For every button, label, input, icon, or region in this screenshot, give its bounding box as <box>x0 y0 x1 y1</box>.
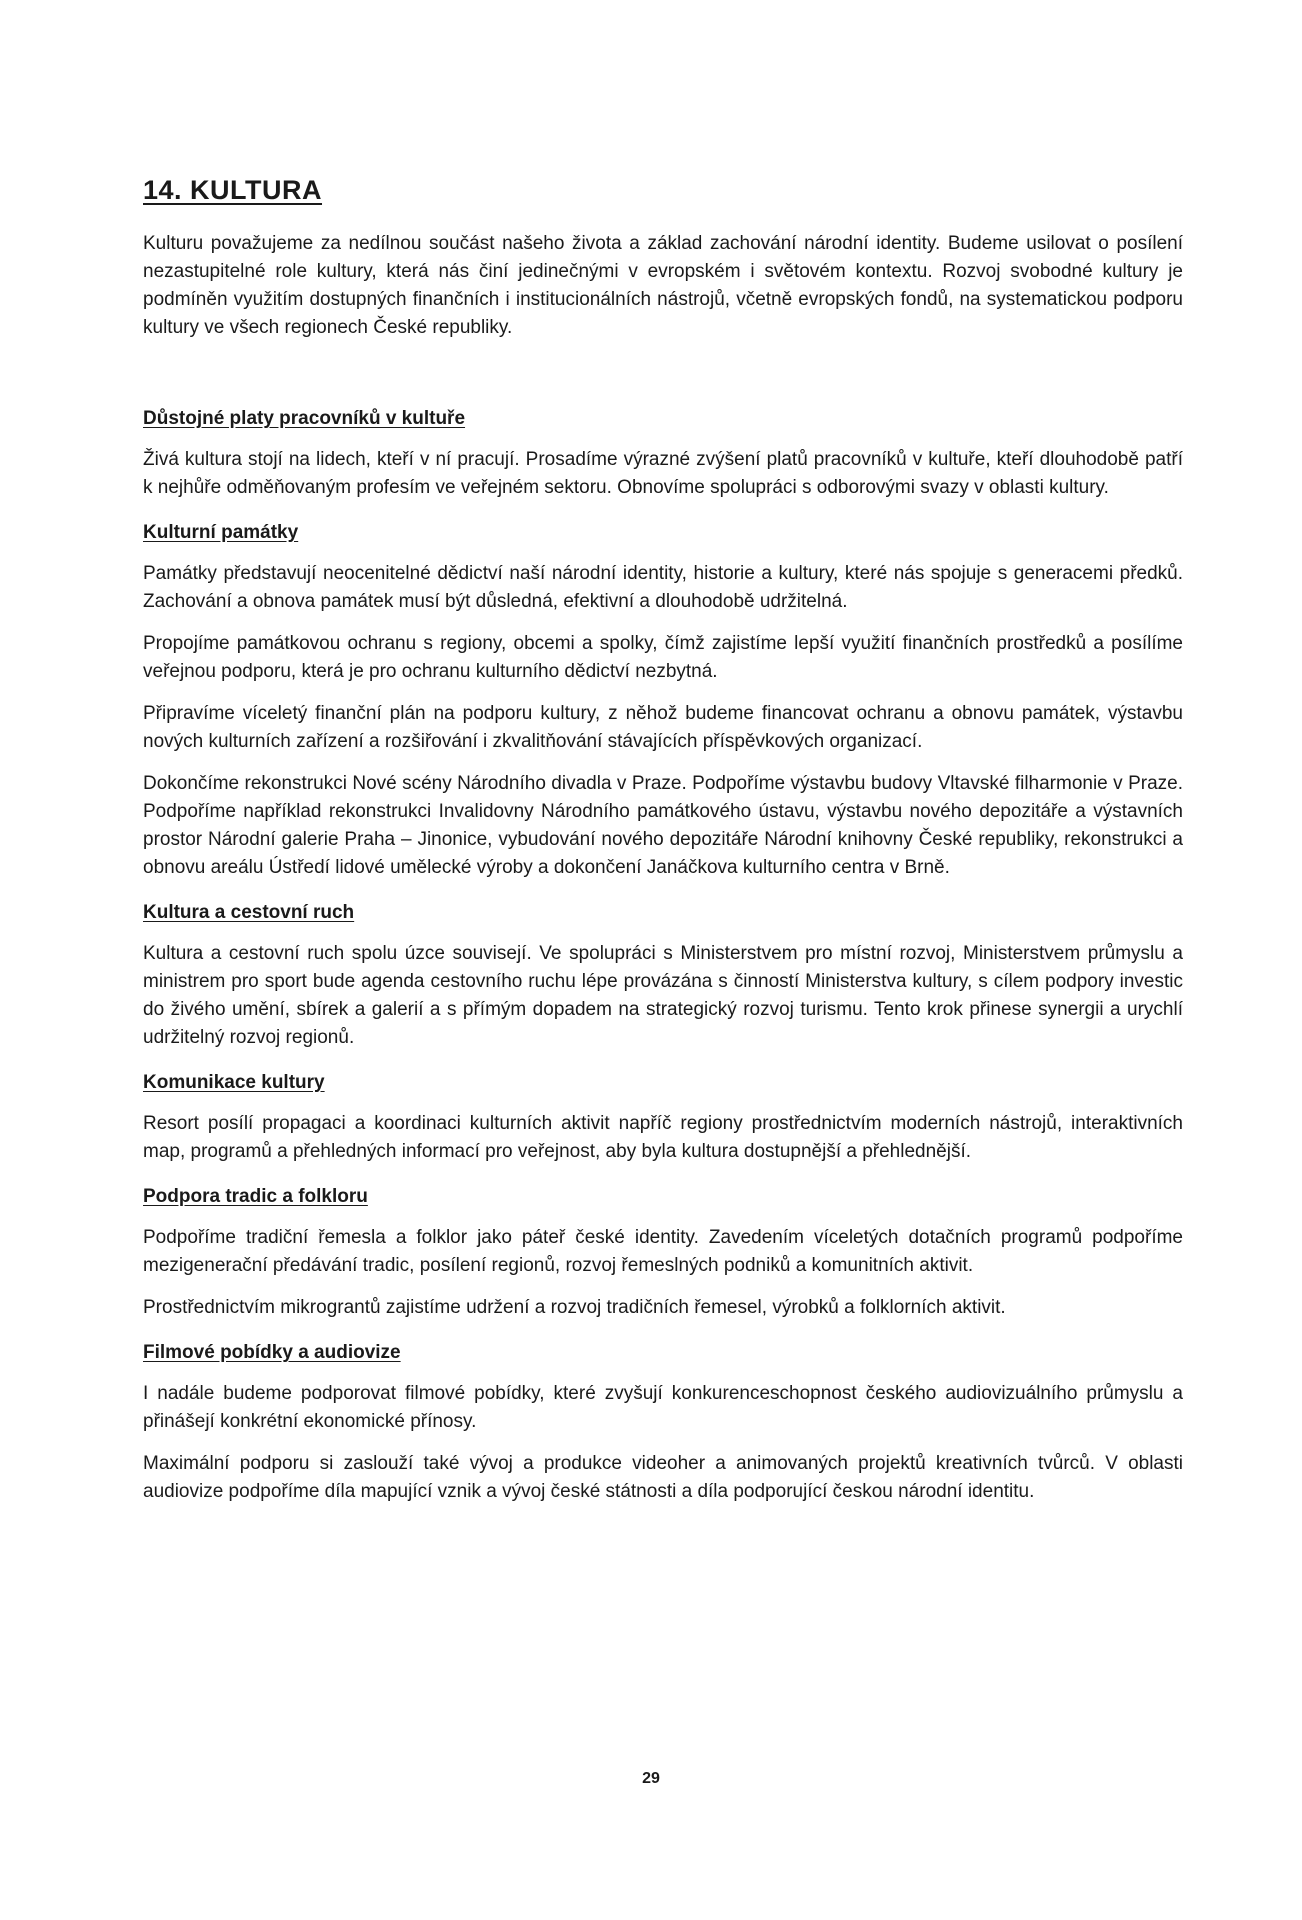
paragraph: I nadále budeme podporovat filmové pobídky, které zvyšují konkurenceschopnost českého audiovizuálního průmyslu a přinášejí konkrétní ekonomické přínosy. <box>143 1383 1183 1432</box>
paragraph: Prostřednictvím mikrograntů zajistíme udržení a rozvoj tradičních řemesel, výrobků a folklorních aktivit. <box>143 1297 1006 1318</box>
document-page <box>143 175 1183 1520</box>
paragraph: Dokončíme rekonstrukci Nové scény Národního divadla v Praze. Podpoříme výstavbu budovy Vltavské filharmonie v Praze. Podpoříme například rekonstrukci Invalidovny Národního památkového ústavu, výstavbu nového depozitáře a výstavních prostor Národní galerie Praha – Jinonice, vybudování nového depozitáře Národní knihovny České republiky, rekonstrukci a obnovu areálu Ústředí lidové umělecké výroby a dokončení Janáčkova kulturního centra v Brně. <box>143 773 1183 878</box>
chapter-intro: Kulturu považujeme za nedílnou součást našeho života a základ zachování národní identity. Budeme usilovat o posílení nezastupitelné role kultury, která nás činí jedinečnými v evropském i světovém kontextu. Rozvoj svobodné kultury je podmíněn využitím dostupných finančních i institucionálních nástrojů, včetně evropských fondů, na systematickou podporu kultury ve všech regionech České republiky. <box>143 233 1183 338</box>
section-heading-film: Filmové pobídky a audiovize <box>143 1342 401 1363</box>
paragraph: Kultura a cestovní ruch spolu úzce souvisejí. Ve spolupráci s Ministerstvem pro místní rozvoj, Ministerstvem průmyslu a ministrem pro sport bude agenda cestovního ruchu lépe provázána s činností Ministerstva kultury, s cílem podpory investic do živého umění, sbírek a galerií a s přímým dopadem na strategický rozvoj turismu. Tento krok přinese synergii a urychlí udržitelný rozvoj regionů. <box>143 943 1183 1048</box>
section-heading-salaries: Důstojné platy pracovníků v kultuře <box>143 408 466 429</box>
paragraph: Živá kultura stojí na lidech, kteří v ní pracují. Prosadíme výrazné zvýšení platů pracovníků v kultuře, kteří dlouhodobě patří k nejhůře odměňovaným profesím ve veřejném sektoru. Obnovíme spolupráci s odborovými svazy v oblasti kultury. <box>143 449 1183 498</box>
paragraph: Maximální podporu si zaslouží také vývoj a produkce videoher a animovaných projektů kreativních tvůrců. V oblasti audiovize podpoříme díla mapující vznik a vývoj české státnosti a díla podporující českou národní identitu. <box>143 1453 1183 1502</box>
section-heading-monuments: Kulturní památky <box>143 522 299 543</box>
paragraph: Propojíme památkovou ochranu s regiony, obcemi a spolky, čímž zajistíme lepší využití finančních prostředků a posílíme veřejnou podporu, která je pro ochranu kulturního dědictví nezbytná. <box>143 633 1183 682</box>
section-heading-communication: Komunikace kultury <box>143 1072 325 1093</box>
paragraph: Resort posílí propagaci a koordinaci kulturních aktivit napříč regiony prostřednictvím moderních nástrojů, interaktivních map, programů a přehledných informací pro veřejnost, aby byla kultura dostupnější a přehlednější. <box>143 1113 1183 1162</box>
page-number: 29 <box>642 1770 660 1787</box>
paragraph: Připravíme víceletý finanční plán na podporu kultury, z něhož budeme financovat ochranu a obnovu památek, výstavbu nových kulturních zařízení a rozšiřování i zkvalitňování stávajících příspěvkových organizací. <box>143 703 1183 752</box>
chapter-title: 14. KULTURA <box>143 175 323 205</box>
section-heading-traditions: Podpora tradic a folkloru <box>143 1186 368 1207</box>
section-heading-tourism: Kultura a cestovní ruch <box>143 902 355 923</box>
paragraph: Památky představují neocenitelné dědictví naší národní identity, historie a kultury, které nás spojuje s generacemi předků. Zachování a obnova památek musí být důsledná, efektivní a dlouhodobě udržitelná. <box>143 563 1183 612</box>
paragraph: Podpoříme tradiční řemesla a folklor jako páteř české identity. Zavedením víceletých dotačních programů podpoříme mezigenerační předávání tradic, posílení regionů, rozvoj řemeslných podniků a komunitních aktivit. <box>143 1227 1183 1276</box>
